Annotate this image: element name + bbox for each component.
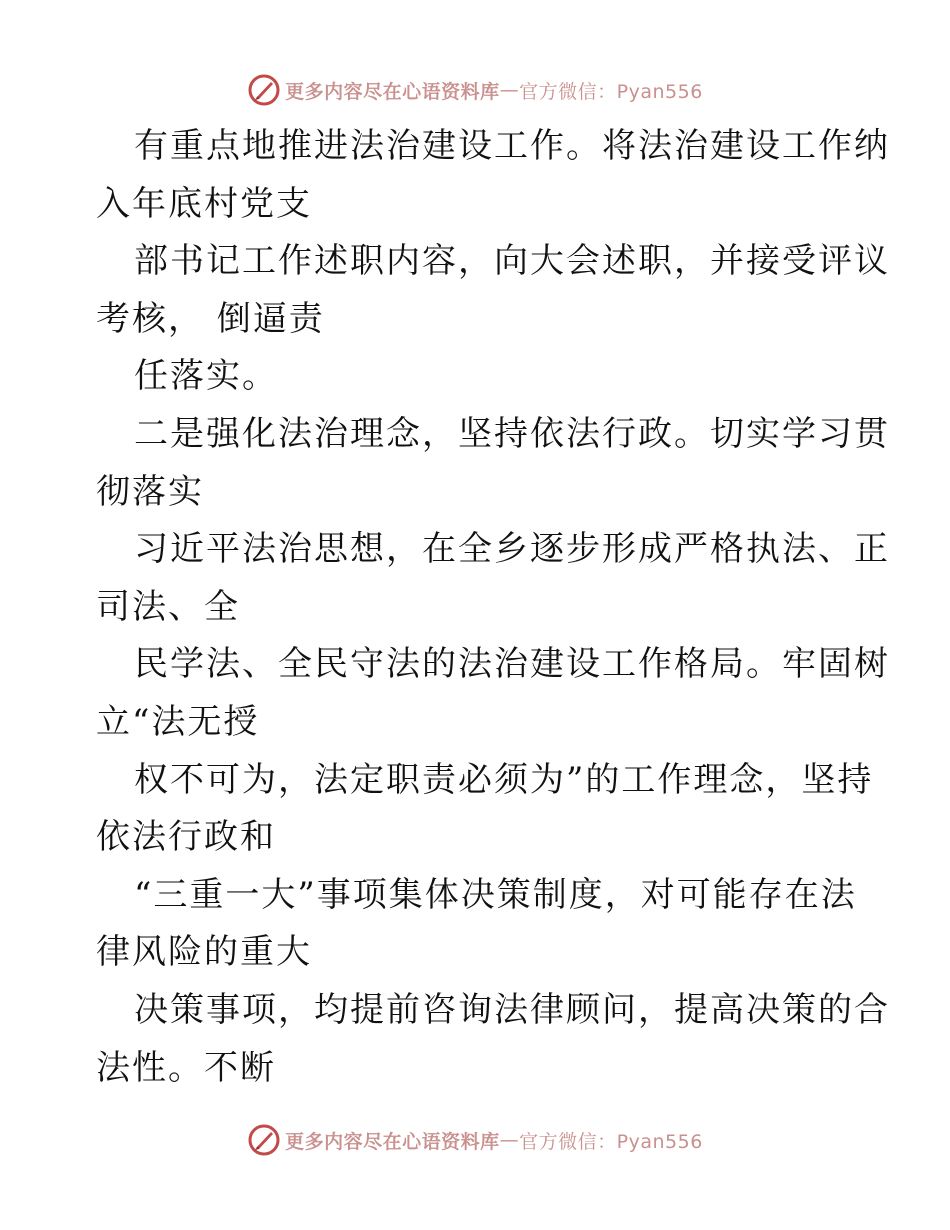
watermark-contact-text: 官方微信：Pyan556 <box>519 1130 703 1153</box>
quill-logo-icon <box>247 73 281 107</box>
text-line: 法性。不断 <box>96 1047 276 1088</box>
text-line: 有重点地推进法治建设工作。将法治建设工作纳 <box>134 126 890 166</box>
watermark-separator: — <box>499 1129 520 1151</box>
watermark-main-text: 更多内容尽在心语资料库 <box>285 1130 500 1153</box>
text-line: “三重一大”事项集体决策制度，对可能存在法 <box>134 874 857 915</box>
text-line: 司法、全 <box>96 586 240 627</box>
quill-logo-icon <box>247 1123 281 1157</box>
text-line: 彻落实 <box>96 471 204 512</box>
text-line: 依法行政和 <box>96 817 276 858</box>
text-line: 立“法无授 <box>96 701 260 742</box>
text-line: 任落实。 <box>134 356 278 397</box>
text-line: 习近平法治思想，在全乡逐步形成严格执法、正 <box>134 529 890 570</box>
watermark-separator: — <box>499 79 520 101</box>
text-line: 决策事项，均提前咨询法律顾问，提高决策的合 <box>134 989 890 1030</box>
footer-watermark <box>0 1120 950 1160</box>
watermark-contact-text: 官方微信：Pyan556 <box>519 80 703 103</box>
text-line: 权不可为，法定职责必须为”的工作理念，坚持 <box>134 759 874 800</box>
document-body <box>96 118 890 1097</box>
text-line: 入年底村党支 <box>96 183 312 224</box>
text-line: 考核， 倒逼责 <box>96 298 325 339</box>
text-line: 民学法、全民守法的法治建设工作格局。牢固树 <box>134 644 890 685</box>
watermark-main-text: 更多内容尽在心语资料库 <box>285 80 500 103</box>
text-line: 律风险的重大 <box>96 932 312 973</box>
header-watermark <box>0 70 950 110</box>
text-line: 部书记工作述职内容，向大会述职，并接受评议 <box>134 241 890 282</box>
text-line: 二是强化法治理念，坚持依法行政。切实学习贯 <box>134 413 890 454</box>
